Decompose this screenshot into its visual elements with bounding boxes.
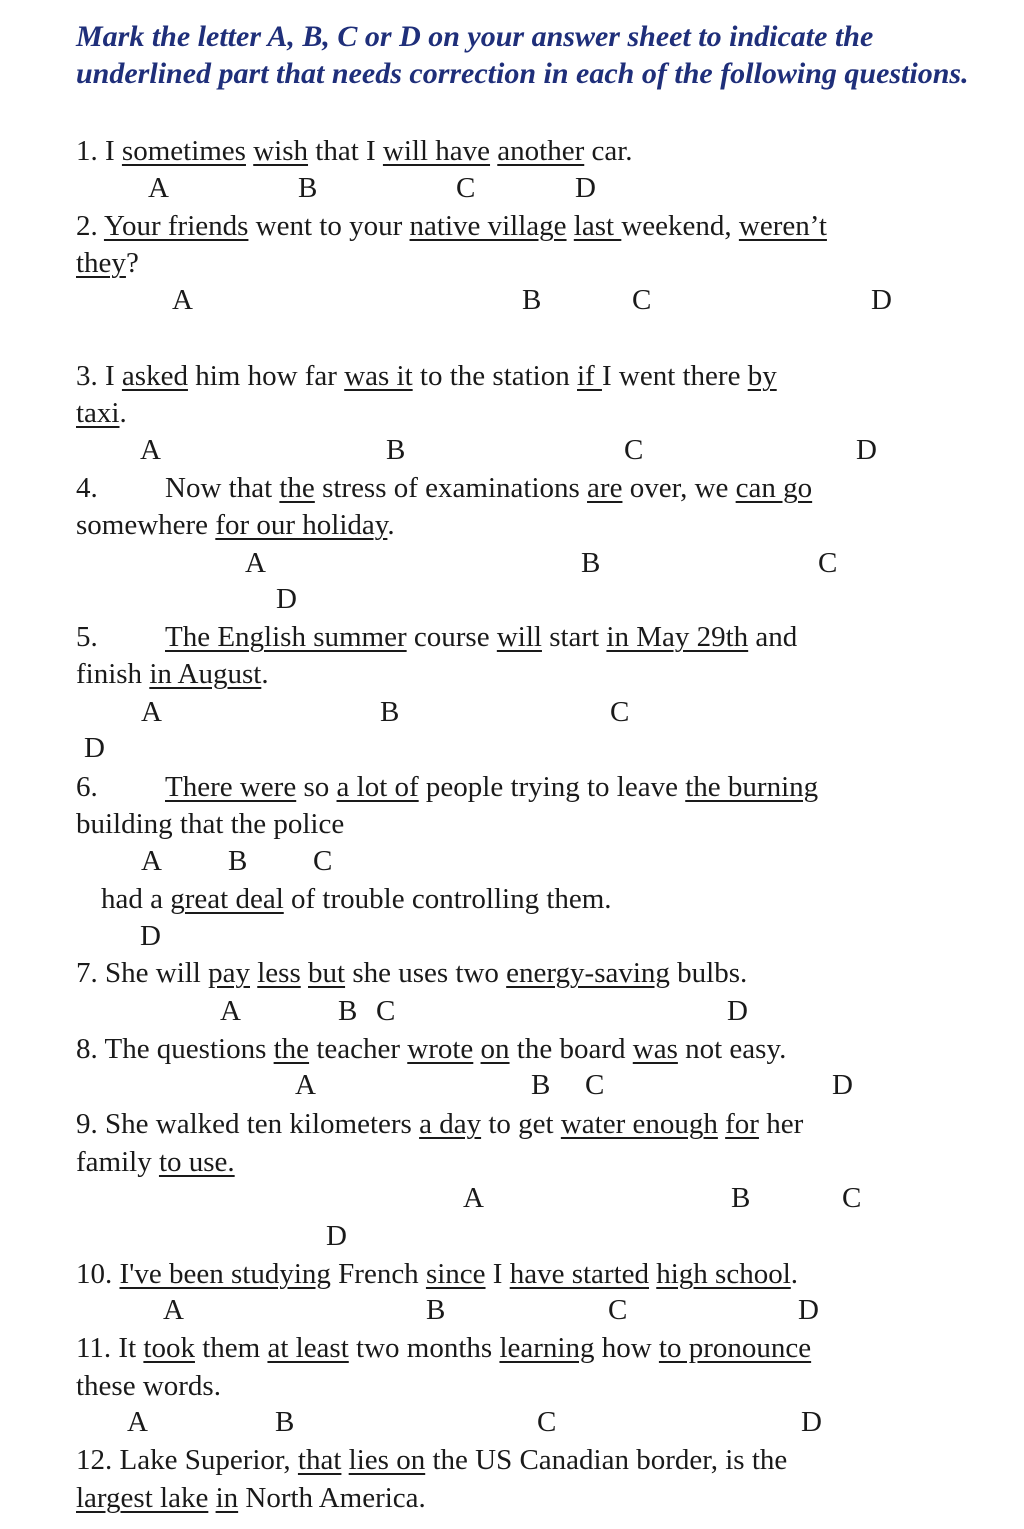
question-9-line-2: family to use. xyxy=(76,1146,235,1178)
question-3-line-2: taxi. xyxy=(76,397,127,429)
instruction-heading: Mark the letter A, B, C or D on your answer sheet to indicate the underlined part that needs correction in each of the following questions. xyxy=(76,20,969,90)
q8-option-c-label: C xyxy=(585,1069,605,1101)
q11-option-a-label: A xyxy=(127,1406,148,1438)
question-5-line-2: finish in August. xyxy=(76,658,269,690)
q6-option-c-label: C xyxy=(313,845,333,877)
q4-option-d-label: D xyxy=(276,583,297,615)
question-6-line-3: had a great deal of trouble controlling them. xyxy=(101,883,612,915)
question-9: 9. She walked ten kilometers a day to get water enough for her xyxy=(76,1108,804,1140)
q10-option-a-label: A xyxy=(163,1294,184,1326)
q6-option-b-label: B xyxy=(228,845,248,877)
q3-option-b-label: B xyxy=(386,434,406,466)
q3-option-c-label: C xyxy=(624,434,644,466)
q7-option-d-label: D xyxy=(727,995,748,1027)
question-6: There were so a lot of people trying to leave the burning xyxy=(165,771,819,803)
question-10: 10. I've been studying French since I have started high school. xyxy=(76,1258,799,1290)
q11-option-b-label: B xyxy=(275,1406,295,1438)
question-8: 8. The questions the teacher wrote on the board was not easy. xyxy=(76,1033,787,1065)
q7-option-b-label: B xyxy=(338,995,358,1027)
q9-option-c-label: C xyxy=(842,1182,862,1214)
q7-option-a-label: A xyxy=(220,995,241,1027)
question-5: The English summer course will start in May 29th and xyxy=(165,621,798,653)
q1-option-d-label: D xyxy=(575,172,596,204)
question-4: Now that the stress of examinations are over, we can go xyxy=(165,472,813,504)
question-4-number: 4. xyxy=(76,472,98,504)
q2-option-d-label: D xyxy=(871,284,892,316)
q2-option-c-label: C xyxy=(632,284,652,316)
q4-option-c-label: C xyxy=(818,547,838,579)
q8-option-d-label: D xyxy=(832,1069,853,1101)
question-5-number: 5. xyxy=(76,621,98,653)
q5-option-d-label: D xyxy=(84,732,105,764)
q9-option-b-label: B xyxy=(731,1182,751,1214)
question-3: 3. I asked him how far was it to the station if I went there by xyxy=(76,360,777,392)
q6-option-d-label: D xyxy=(140,920,161,952)
q11-option-c-label: C xyxy=(537,1406,557,1438)
q1-option-b-label: B xyxy=(298,172,318,204)
q7-option-c-label: C xyxy=(376,995,396,1027)
q11-option-d-label: D xyxy=(801,1406,822,1438)
question-4-line-2: somewhere for our holiday. xyxy=(76,509,395,541)
question-7: 7. She will pay less but she uses two energy-saving bulbs. xyxy=(76,957,748,989)
q5-option-a-label: A xyxy=(141,696,162,728)
q3-option-d-label: D xyxy=(856,434,877,466)
question-11-line-2: these words. xyxy=(76,1370,221,1402)
question-1: 1. I sometimes wish that I will have another car. xyxy=(76,135,633,167)
q1-option-c-label: C xyxy=(456,172,476,204)
q4-option-b-label: B xyxy=(581,547,601,579)
q5-option-b-label: B xyxy=(380,696,400,728)
q4-option-a-label: A xyxy=(245,547,266,579)
q1-option-a-label: A xyxy=(148,172,169,204)
question-2: 2. Your friends went to your native village last weekend, weren’t xyxy=(76,210,827,242)
question-11: 11. It took them at least two months learning how to pronounce xyxy=(76,1332,812,1364)
q8-option-a-label: A xyxy=(295,1069,316,1101)
question-6-number: 6. xyxy=(76,771,98,803)
question-12: 12. Lake Superior, that lies on the US Canadian border, is the xyxy=(76,1444,788,1476)
q9-option-a-label: A xyxy=(463,1182,484,1214)
q9-option-d-label: D xyxy=(326,1220,347,1252)
q3-option-a-label: A xyxy=(140,434,161,466)
q2-option-a-label: A xyxy=(172,284,193,316)
question-6-line-2: building that the police xyxy=(76,808,345,840)
q6-option-a-label: A xyxy=(141,845,162,877)
q10-option-d-label: D xyxy=(798,1294,819,1326)
q10-option-b-label: B xyxy=(426,1294,446,1326)
q8-option-b-label: B xyxy=(531,1069,551,1101)
q5-option-c-label: C xyxy=(610,696,630,728)
q10-option-c-label: C xyxy=(608,1294,628,1326)
question-2-line-2: they? xyxy=(76,247,139,279)
q2-option-b-label: B xyxy=(522,284,542,316)
question-12-line-2: largest lake in North America. xyxy=(76,1482,426,1514)
